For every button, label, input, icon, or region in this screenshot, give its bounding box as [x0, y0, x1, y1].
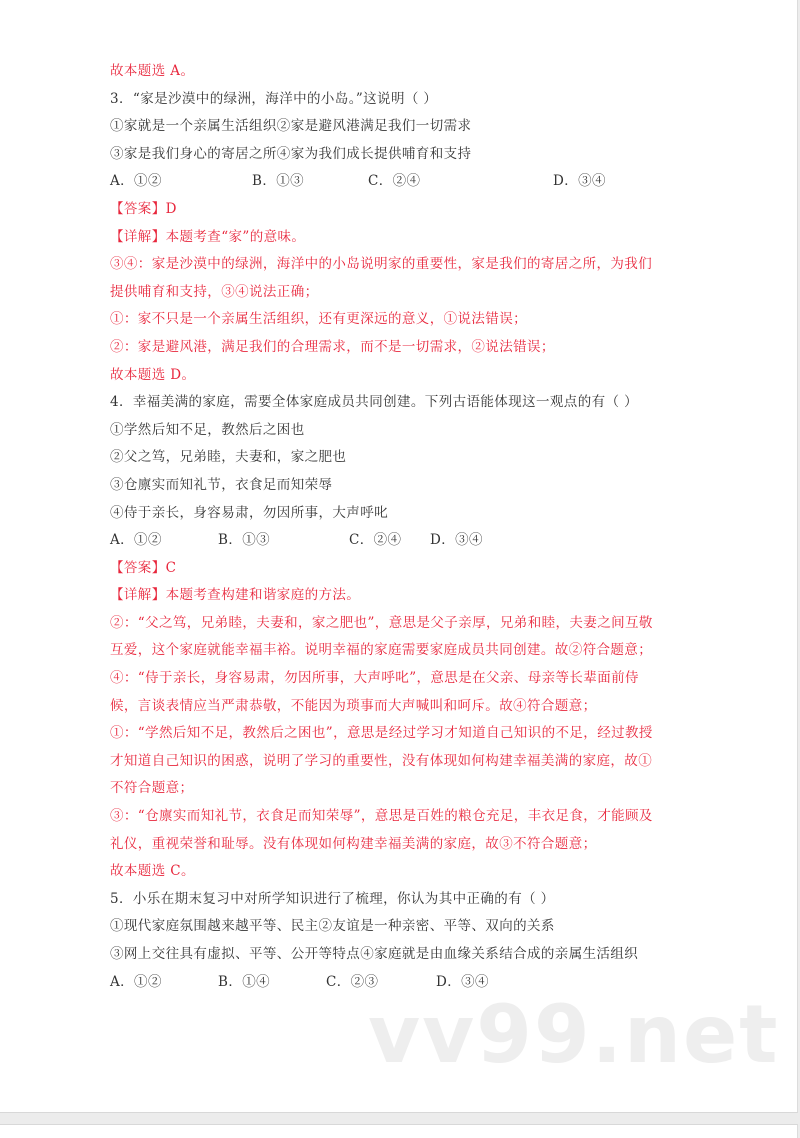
q4-stem: 4．幸福美满的家庭，需要全体家庭成员共同创建。下列古语能体现这一观点的有（ ）	[110, 394, 638, 411]
q4-item: ③仓廪实而知礼节，衣食足而知荣辱	[110, 476, 333, 493]
q4-item: ④侍于亲长，身容易肃，勿因所事，大声呼叱	[110, 504, 388, 521]
q4-analysis-line: 候，言谈表情应当严肃恭敬，不能因为琐事而大声喊叫和呵斥。故④符合题意；	[110, 697, 597, 714]
q4-analysis-line: ①：“学然后知不足，教然后之困也”，意思是经过学习才知道自己知识的不足，经过教授	[110, 725, 653, 742]
q5-option-d: D．③④	[436, 973, 489, 990]
q3-item: ③家是我们身心的寄居之所④家为我们成长提供哺育和支持	[110, 145, 472, 162]
q5-option-a: A．①②	[110, 973, 162, 990]
q3-option-d: D．③④	[553, 173, 606, 190]
q3-answer: 【答案】D	[110, 200, 177, 217]
q3-conclusion: 故本题选 D。	[110, 366, 196, 383]
q4-conclusion: 故本题选 C。	[110, 863, 195, 880]
q4-analysis-line: 礼仪，重视荣誉和耻辱。没有体现如何构建幸福美满的家庭，故③不符合题意；	[110, 835, 597, 852]
q5-option-c: C．②③	[326, 973, 379, 990]
q3-option-c: C．②④	[368, 173, 421, 190]
next-page-top	[0, 1124, 798, 1138]
q5-option-b: B．①④	[218, 973, 271, 990]
q5-stem: 5．小乐在期末复习中对所学知识进行了梳理，你认为其中正确的有（ ）	[110, 890, 555, 907]
q4-option-a: A．①②	[110, 532, 162, 549]
q3-analysis-line: ③④：家是沙漠中的绿洲，海洋中的小岛说明家的重要性，家是我们的寄居之所，为我们	[110, 256, 653, 273]
q3-option-b: B．①③	[252, 173, 305, 190]
q4-option-d: D．③④	[430, 532, 483, 549]
q3-options	[110, 168, 695, 196]
q4-option-b: B．①③	[218, 532, 271, 549]
q4-analysis-line: ④：“侍于亲长，身容易肃，勿因所事，大声呼叱”，意思是在父亲、母亲等长辈面前侍	[110, 670, 639, 687]
q3-item: ①家就是一个亲属生活组织②家是避风港满足我们一切需求	[110, 118, 472, 135]
q4-analysis-line: ③：“仓廪实而知礼节，衣食足而知荣辱”，意思是百姓的粮仓充足，丰衣足食，才能顾及	[110, 808, 653, 825]
q3-stem: 3．“家是沙漠中的绿洲，海洋中的小岛。”这说明（ ）	[110, 90, 438, 107]
q3-analysis-line: 提供哺育和支持，③④说法正确；	[110, 283, 319, 300]
q3-analysis-line: ②：家是避风港，满足我们的合理需求，而不是一切需求，②说法错误；	[110, 338, 555, 355]
q4-analysis-line: 不符合题意；	[110, 780, 194, 797]
q4-options	[110, 527, 695, 555]
q4-analysis-line: 才知道自己知识的困惑，说明了学习的重要性，没有体现如何构建幸福美满的家庭，故①	[110, 752, 653, 769]
q3-option-a: A．①②	[110, 173, 162, 190]
page-content	[110, 58, 695, 996]
q4-item: ②父之笃，兄弟睦，夫妻和，家之肥也	[110, 449, 347, 466]
q4-analysis-line: 互爱，这个家庭就能幸福丰裕。说明幸福的家庭需要家庭成员共同创建。故②符合题意；	[110, 642, 653, 659]
watermark: vv99.net	[368, 988, 780, 1081]
q5-item: ①现代家庭氛围越来越平等、民主②友谊是一种亲密、平等、双向的关系	[110, 918, 555, 935]
q3-analysis-line: 【详解】本题考查“家”的意味。	[110, 228, 306, 245]
q4-analysis-line: ②：“父之笃，兄弟睦，夫妻和，家之肥也”，意思是父子亲厚，兄弟和睦，夫妻之间互敬	[110, 614, 653, 631]
q3-analysis-line: ①：家不只是一个亲属生活组织，还有更深远的意义，①说法错误；	[110, 311, 527, 328]
q4-item: ①学然后知不足，教然后之困也	[110, 421, 305, 438]
q4-answer: 【答案】C	[110, 559, 177, 576]
q4-option-c: C．②④	[349, 532, 402, 549]
q4-analysis-line: 【详解】本题考查构建和谐家庭的方法。	[110, 587, 361, 604]
q2-conclusion: 故本题选 A。	[110, 63, 195, 79]
q5-item: ③网上交往具有虚拟、平等、公开等特点④家庭就是由血缘关系结合成的亲属生活组织	[110, 946, 639, 962]
